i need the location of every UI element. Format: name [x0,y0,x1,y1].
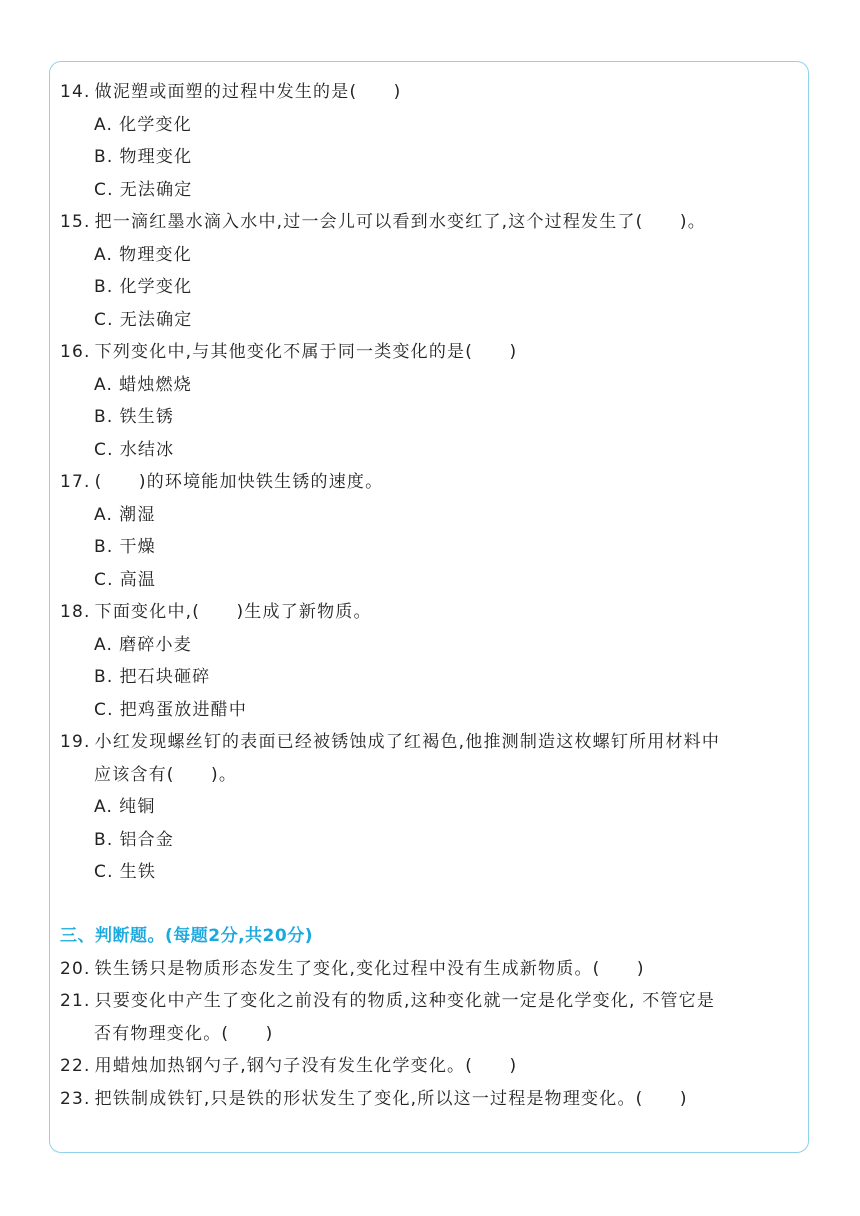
option-text: 水结冰 [119,439,175,460]
option-text: 高温 [119,569,157,590]
question-stem [60,76,802,109]
option-letter: A. [94,244,114,265]
question-text: ( )的环境能加快铁生锈的速度。 [94,472,384,492]
question-stem [60,985,802,1018]
question-text-continued: 否有物理变化。( ) [94,1023,274,1044]
option-text: 把石块砸碎 [119,667,211,687]
option-a[interactable] [60,791,802,824]
option-b[interactable] [60,661,802,694]
option-a[interactable] [60,369,802,402]
option-c[interactable] [60,304,802,337]
question-text: 做泥塑或面塑的过程中发生的是( ) [94,82,402,102]
option-b[interactable] [60,271,802,304]
option-text: 潮湿 [119,504,156,525]
question-number: 21. [60,991,91,1011]
worksheet-content [60,76,802,1115]
question-21 [60,985,802,1050]
option-a[interactable] [60,239,802,272]
option-b[interactable] [60,531,802,564]
option-letter: B. [94,407,114,427]
option-a[interactable] [60,629,802,662]
option-c[interactable] [60,174,802,207]
option-text: 把鸡蛋放进醋中 [119,699,248,720]
question-stem [60,726,802,759]
option-text: 化学变化 [119,114,192,135]
option-text: 无法确定 [119,309,193,330]
question-23 [60,1083,802,1116]
section-gap [60,889,802,919]
option-text: 化学变化 [119,277,193,297]
question-number: 22. [60,1056,91,1076]
option-letter: C. [94,309,114,330]
question-22 [60,1050,802,1083]
option-text: 铁生锈 [119,407,175,427]
option-text: 纯铜 [119,797,156,817]
question-16 [60,336,802,466]
question-number: 18. [60,602,91,622]
question-text: 用蜡烛加热钢勺子,钢勺子没有发生化学变化。( ) [94,1056,518,1076]
section-title: 三、判断题。(每题2分,共20分) [60,925,313,946]
option-text: 蜡烛燃烧 [119,374,192,395]
option-letter: A. [94,374,114,395]
question-number: 15. [60,212,91,232]
question-stem [60,336,802,369]
option-a[interactable] [60,499,802,532]
question-text: 把一滴红墨水滴入水中,过一会儿可以看到水变红了,这个过程发生了( )。 [94,212,706,232]
question-text-continued: 应该含有( )。 [94,764,238,785]
option-a[interactable] [60,109,802,142]
question-15 [60,206,802,336]
option-letter: B. [94,147,114,167]
question-number: 23. [60,1088,91,1109]
option-c[interactable] [60,856,802,889]
option-c[interactable] [60,564,802,597]
question-19 [60,726,802,889]
question-text: 小红发现螺丝钉的表面已经被锈蚀成了红褐色,他推测制造这枚螺钉所用材料中 [94,732,721,752]
question-number: 14. [60,82,91,102]
option-text: 铝合金 [119,829,175,850]
option-b[interactable] [60,141,802,174]
question-20 [60,953,802,986]
question-number: 17. [60,472,91,492]
option-letter: C. [94,179,114,200]
option-text: 无法确定 [119,179,193,200]
option-text: 物理变化 [119,244,192,265]
question-17 [60,466,802,596]
question-text: 把铁制成铁钉,只是铁的形状发生了变化,所以这一过程是物理变化。( ) [94,1088,688,1109]
question-number: 20. [60,958,91,979]
option-b[interactable] [60,401,802,434]
question-stem [60,206,802,239]
option-letter: B. [94,667,114,687]
question-text: 下列变化中,与其他变化不属于同一类变化的是( ) [94,342,518,362]
option-letter: C. [94,699,114,720]
option-letter: B. [94,829,114,850]
option-letter: A. [94,634,114,655]
option-c[interactable] [60,694,802,727]
question-14 [60,76,802,206]
question-18 [60,596,802,726]
question-number: 19. [60,732,91,752]
option-letter: C. [94,439,114,460]
question-stem [60,466,802,499]
option-text: 物理变化 [119,147,193,167]
option-c[interactable] [60,434,802,467]
question-stem [60,596,802,629]
option-letter: B. [94,277,114,297]
option-text: 磨碎小麦 [119,634,192,655]
option-letter: B. [94,537,114,557]
option-letter: C. [94,862,114,882]
option-letter: A. [94,797,114,817]
option-text: 干燥 [119,537,156,557]
option-b[interactable] [60,824,802,857]
option-text: 生铁 [119,862,157,882]
option-letter: A. [94,114,114,135]
question-text: 下面变化中,( )生成了新物质。 [94,602,372,622]
question-text: 只要变化中产生了变化之前没有的物质,这种变化就一定是化学变化, 不管它是 [94,991,716,1011]
question-text: 铁生锈只是物质形态发生了变化,变化过程中没有生成新物质。( ) [94,958,645,979]
question-number: 16. [60,342,91,362]
option-letter: C. [94,569,114,590]
option-letter: A. [94,504,114,525]
